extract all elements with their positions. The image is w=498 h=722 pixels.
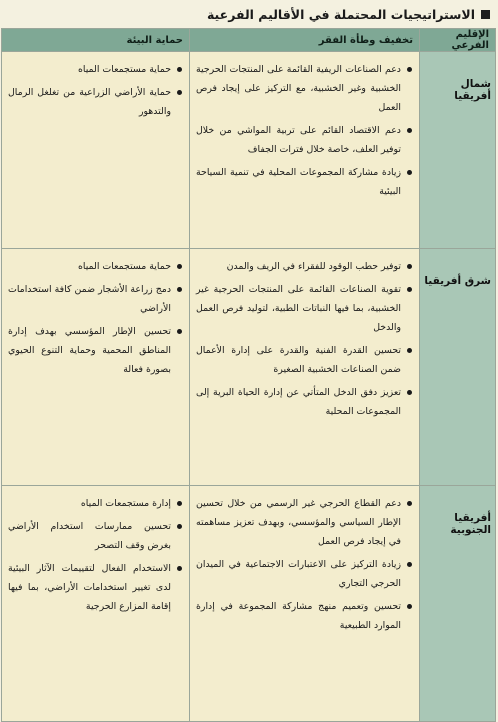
poverty-cell xyxy=(190,486,420,722)
list-item: دعم القطاع الحرجي غير الرسمي من خلال تحسين الإطار السياسي والمؤسسي، وبهدف تعزيز مساهمته في إيجاد فرص العمل xyxy=(196,494,413,551)
list-item: إدارة مستجمعات المياه xyxy=(8,494,183,513)
list-item: دعم الاقتصاد القائم على تربية المواشي من خلال توفير العلف، خاصة خلال فترات الجفاف xyxy=(196,121,413,159)
environment-list xyxy=(8,257,183,379)
header-poverty: تخفيف وطأة الفقر xyxy=(190,29,420,52)
poverty-list xyxy=(196,257,413,421)
header-region: الإقليم الفرعي xyxy=(420,29,496,52)
poverty-list xyxy=(196,60,413,201)
list-item: حماية مستجمعات المياه xyxy=(8,257,183,276)
environment-list xyxy=(8,494,183,616)
list-item: زيادة مشاركة المجموعات المحلية في تنمية السياحة البيئية xyxy=(196,163,413,201)
region-cell: أفريقيا الجنوبية xyxy=(420,486,496,722)
list-item: الاستخدام الفعال لتقييمات الآثار البيئية لدى تغيير استخدامات الأراضي، بما فيها إقامة المزارع الحرجية xyxy=(8,559,183,616)
strategy-table xyxy=(1,28,496,722)
list-item: توفير حطب الوقود للفقراء في الريف والمدن xyxy=(196,257,413,276)
list-item: زيادة التركيز على الاعتبارات الاجتماعية في الميدان الحرجي التجاري xyxy=(196,555,413,593)
document-title: الاستراتيجيات المحتملة في الأقاليم الفرعية xyxy=(206,6,475,22)
table-row xyxy=(2,52,496,249)
environment-cell xyxy=(2,52,190,249)
environment-cell xyxy=(2,486,190,722)
poverty-cell xyxy=(190,249,420,486)
poverty-list xyxy=(196,494,413,635)
environment-cell xyxy=(2,249,190,486)
table-header-row xyxy=(2,29,496,52)
list-item: تقوية الصناعات القائمة على المنتجات الحرجية غير الخشبية، بما فيها النباتات الطبية، لتوليد فرص العمل والدخل xyxy=(196,280,413,337)
table-row xyxy=(2,249,496,486)
poverty-cell xyxy=(190,52,420,249)
list-item: حماية الأراضي الزراعية من تغلغل الرمال والتدهور xyxy=(8,83,183,121)
region-cell: شمال أفريقيا xyxy=(420,52,496,249)
list-item: دمج زراعة الأشجار ضمن كافة استخدامات الأراضي xyxy=(8,280,183,318)
list-item: تحسين وتعميم منهج مشاركة المجموعة في إدارة الموارد الطبيعية xyxy=(196,597,413,635)
title-bar xyxy=(8,4,490,24)
list-item: تحسين ممارسات استخدام الأراضي بغرض وقف التصحر xyxy=(8,517,183,555)
list-item: تحسين الإطار المؤسسي بهدف إدارة المناطق المحمية وحماية التنوع الحيوي بصورة فعالة xyxy=(8,322,183,379)
title-square-icon xyxy=(481,10,490,19)
table-row xyxy=(2,486,496,722)
environment-list xyxy=(8,60,183,121)
region-cell: شرق أفريقيا xyxy=(420,249,496,486)
list-item: حماية مستجمعات المياه xyxy=(8,60,183,79)
list-item: دعم الصناعات الريفية القائمة على المنتجات الحرجية الخشبية وغير الخشبية، مع التركيز على إيجاد فرص العمل xyxy=(196,60,413,117)
header-environment: حماية البيئة xyxy=(2,29,190,52)
list-item: تحسين القدرة الفنية والقدرة على إدارة الأعمال ضمن الصناعات الخشبية الصغيرة xyxy=(196,341,413,379)
list-item: تعزيز دفق الدخل المتأتي عن إدارة الحياة البرية إلى المجموعات المحلية xyxy=(196,383,413,421)
